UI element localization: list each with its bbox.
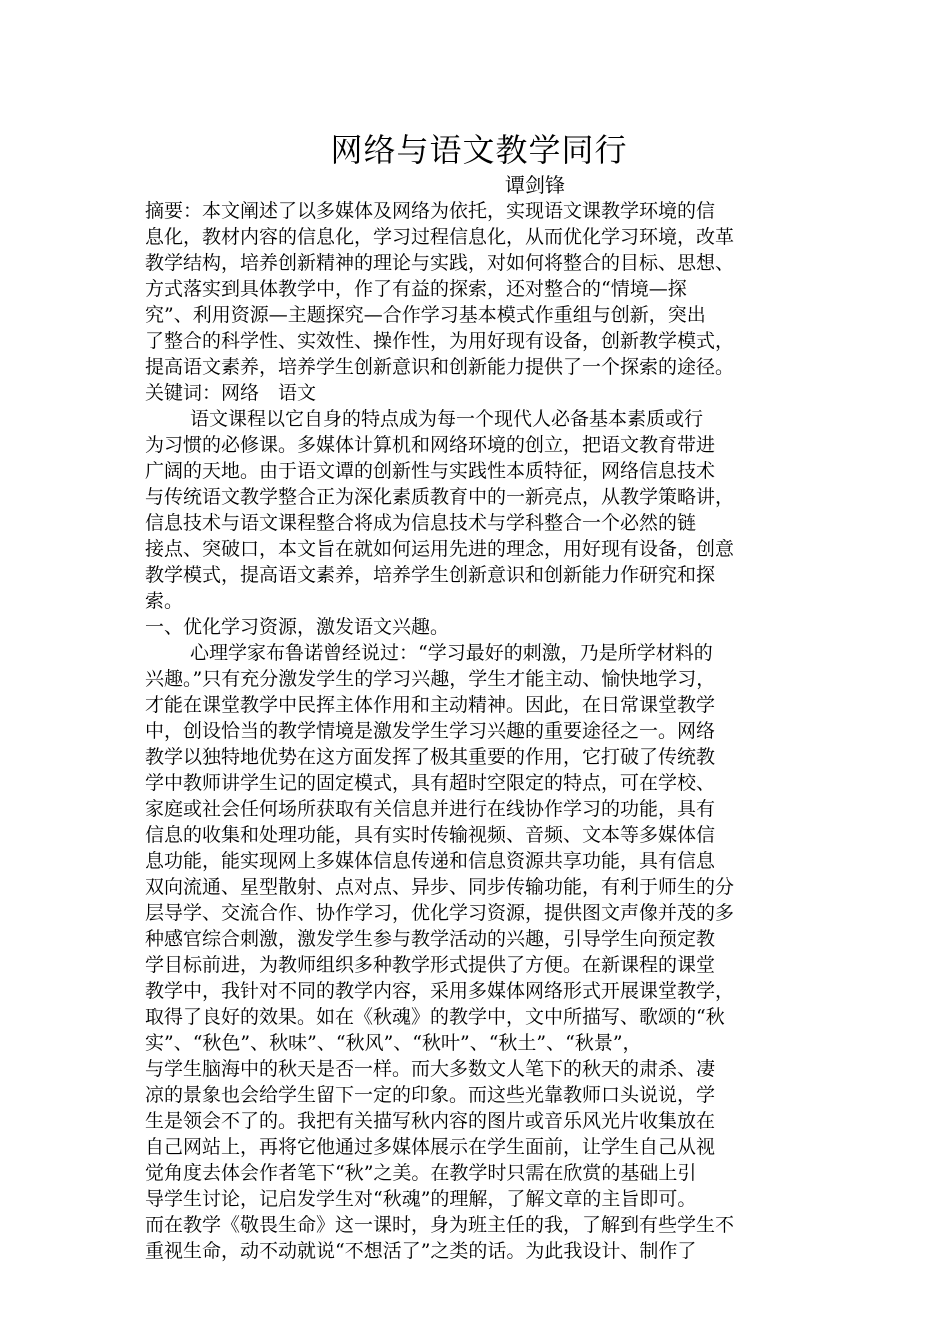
body-text-line: 方式落实到具体教学中，作了有益的探索，还对整合的“情境—探 [145,278,687,300]
body-text-line: 觉角度去体会作者笔下“秋”之美。在教学时只需在欣赏的基础上引 [145,1162,697,1184]
body-text-line: 导学生讨论，记启发学生对“秋魂”的理解，了解文章的主旨即可。 [145,1188,697,1210]
body-text-line: 教学模式，提高语文素养，培养学生创新意识和创新能力作研究和探 [145,564,716,586]
body-text-line: 重视生命，动不动就说“不想活了”之类的话。为此我设计、制作了 [145,1240,697,1262]
body-text-line: 心理学家布鲁诺曾经说过：“学习最好的刺激，乃是所学材料的 [190,642,713,664]
body-text-line: 信息的收集和处理功能，具有实时传输视频、音频、文本等多媒体信 [145,824,716,846]
body-text-line: 与学生脑海中的秋天是否一样。而大多数文人笔下的秋天的肃杀、凄 [145,1058,716,1080]
body-text-line: 一、优化学习资源，激发语文兴趣。 [145,616,450,638]
body-text-line: 学中教师讲学生记的固定模式，具有超时空限定的特点，可在学校、 [145,772,716,794]
body-text-line: 生是领会不了的。我把有关描写秋内容的图片或音乐风光片收集放在 [145,1110,716,1132]
body-text-line: 信息技术与语文课程整合将成为信息技术与学科整合一个必然的链 [145,512,697,534]
body-text-line: 教学以独特地优势在这方面发挥了极其重要的作用，它打破了传统教 [145,746,716,768]
document-author: 谭剑锋 [505,173,565,197]
body-text-line: 学目标前进，为教师组织多种教学形式提供了方便。在新课程的课堂 [145,954,716,976]
body-text-line: 实”、“秋色”、秋味”、“秋风”、“秋叶”、“秋土”、“秋景”， [145,1032,642,1054]
body-text-line: 教学中，我针对不同的教学内容，采用多媒体网络形式开展课堂教学， [145,980,735,1002]
body-text-line: 接点、突破口，本文旨在就如何运用先进的理念，用好现有设备，创意 [145,538,735,560]
body-text-line: 中，创设恰当的教学情境是激发学生学习兴趣的重要途径之一。网络 [145,720,716,742]
body-text-line: 为习惯的必修课。多媒体计算机和网络环境的创立，把语文教育带进 [145,434,716,456]
body-text-line: 与传统语文教学整合正为深化素质教育中的一新亮点，从教学策略讲， [145,486,735,508]
body-text-line: 双向流通、星型散射、点对点、异步、同步传输功能，有利于师生的分 [145,876,735,898]
body-text-line: 才能在课堂教学中民挥主体作用和主动精神。因此，在日常课堂教学 [145,694,716,716]
body-text-line: 家庭或社会任何场所获取有关信息并进行在线协作学习的功能，具有 [145,798,716,820]
body-text-line: 关键词：网络 语文 [145,382,317,404]
body-text-line: 凉的景象也会给学生留下一定的印象。而这些光靠教师口头说说，学 [145,1084,716,1106]
body-text-line: 广阔的天地。由于语文谭的创新性与实践性本质特征，网络信息技术 [145,460,716,482]
body-text-line: 自己网站上，再将它他通过多媒体展示在学生面前，让学生自己从视 [145,1136,716,1158]
body-text-line: 兴趣。”只有充分激发学生的学习兴趣，学生才能主动、愉快地学习， [145,668,716,690]
body-text-line: 了整合的科学性、实效性、操作性，为用好现有设备，创新教学模式， [145,330,735,352]
body-text-line: 究”、利用资源—主题探究—合作学习基本模式作重组与创新，突出 [145,304,706,326]
body-text-line: 索。 [145,590,184,612]
body-text-line: 息化，教材内容的信息化，学习过程信息化，从而优化学习环境，改革 [145,226,735,248]
body-text-line: 教学结构，培养创新精神的理论与实践，对如何将整合的目标、思想、 [145,252,735,274]
body-text-line: 而在教学《敬畏生命》这一课时，身为班主任的我，了解到有些学生不 [145,1214,735,1236]
body-text-line: 取得了良好的效果。如在《秋魂》的教学中，文中所描写、歌颂的“秋 [145,1006,725,1028]
document-body [145,198,813,1264]
body-text-line: 摘要：本文阐述了以多媒体及网络为依托，实现语文课教学环境的信 [145,200,716,222]
body-text-line: 种感官综合刺激，激发学生参与教学活动的兴趣，引导学生向预定教 [145,928,716,950]
body-text-line: 语文课程以它自身的特点成为每一个现代人必备基本素质或行 [190,408,704,430]
document-title: 网络与语文教学同行 [330,131,628,169]
document-page [145,128,813,1264]
body-text-line: 提高语文素养，培养学生创新意识和创新能力提供了一个探索的途径。 [145,356,735,378]
body-text-line: 层导学、交流合作、协作学习，优化学习资源，提供图文声像并茂的多 [145,902,735,924]
body-text-line: 息功能，能实现网上多媒体信息传递和信息资源共享功能，具有信息 [145,850,716,872]
